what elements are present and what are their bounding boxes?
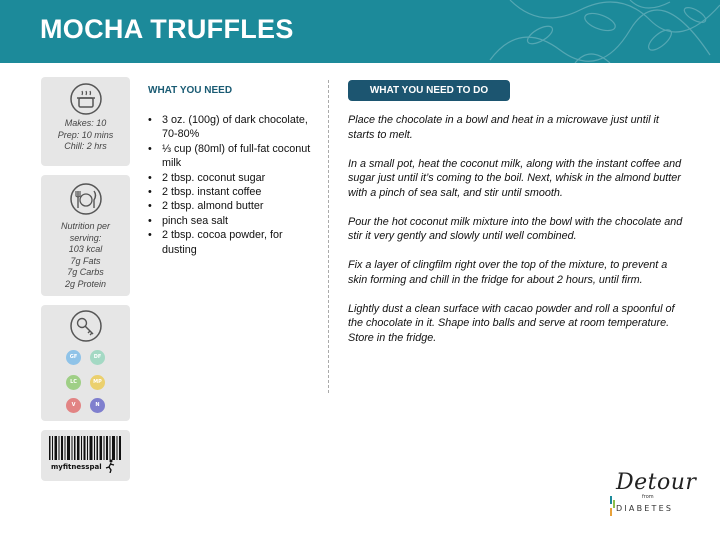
list-item: • 2 tbsp. almond butter	[147, 199, 315, 213]
leaf-pattern-icon	[480, 0, 720, 63]
badge-n: N	[90, 398, 105, 413]
logo-from-text: from	[642, 494, 654, 500]
ingredients-list	[147, 113, 315, 257]
method-step: Fix a layer of clingfilm right over the top of the mixture, to prevent a skin forming and chill in the fridge for about 2 hours, until firm.	[348, 259, 668, 286]
method-step: Pour the hot coconut milk mixture into the bowl with the chocolate and stir it very gently and slowly until well combined.	[348, 215, 683, 242]
info-text	[41, 118, 130, 153]
protein-value: 2g Protein	[64, 278, 107, 289]
page-title: MOCHA TRUFFLES	[40, 14, 294, 44]
cutlery-plate-icon	[70, 183, 102, 215]
cooking-pot-icon	[70, 83, 102, 115]
running-figure-icon	[103, 459, 117, 473]
method-step: In a small pot, heat the coconut milk, along with the instant coffee and sugar just until it’s coming to the boil. Next, whisk in the almond butter with a pinch of sea salt, and stir until smooth.	[348, 157, 682, 199]
carbs-value: 7g Carbs	[67, 267, 104, 277]
kcal-value: 103 kcal	[68, 244, 103, 254]
nutrition-text	[41, 221, 130, 290]
nutrition-label-line2: serving:	[69, 232, 102, 243]
badge-mp: MP	[90, 375, 105, 390]
prep-label: Prep: 10 mins	[57, 129, 114, 140]
badge-v: V	[66, 398, 81, 413]
logo-diabetes-text: DIABETES	[616, 504, 674, 513]
list-item: • 3 oz. (100g) of dark chocolate, 70-80%	[147, 113, 315, 142]
detour-from-diabetes-logo	[608, 470, 697, 520]
badge-lc: LC	[66, 375, 81, 390]
ingredients-heading: WHAT YOU NEED	[148, 85, 233, 96]
barcode-icon	[49, 436, 121, 460]
method-step: Lightly dust a clean surface with cacao powder and roll a spoonful of the chocolate in it. Shape into balls and serve at room temperature. Store in the fridge.	[348, 302, 675, 344]
myfitnesspal-label: myfitnesspal	[51, 463, 102, 471]
list-item: • 2 tbsp. cocoa powder, for dusting	[147, 228, 315, 257]
myfitnesspal-card[interactable]	[41, 430, 130, 481]
recipe-info-card	[41, 77, 130, 166]
fats-value: 7g Fats	[70, 255, 101, 266]
chill-label: Chill: 2 hrs	[64, 141, 107, 151]
makes-label: Makes: 10	[64, 118, 107, 128]
nutrition-label-line1: Nutrition per	[60, 221, 111, 231]
method-step: Place the chocolate in a bowl and heat in a microwave just until it starts to melt.	[348, 114, 659, 141]
method-steps	[348, 113, 688, 360]
dietary-key-card	[41, 305, 130, 421]
nutrition-card	[41, 175, 130, 296]
badge-gf: GF	[66, 350, 81, 365]
list-item: • 2 tbsp. instant coffee	[147, 185, 315, 199]
column-divider	[328, 80, 329, 393]
logo-detour-text: Detour	[616, 470, 697, 495]
list-item: • pinch sea salt	[147, 214, 315, 228]
header-banner	[0, 0, 720, 63]
badge-df: DF	[90, 350, 105, 365]
key-search-icon	[70, 310, 102, 342]
list-item: • 2 tbsp. coconut sugar	[147, 171, 315, 185]
list-item: • ⅓ cup (80ml) of full-fat coconut milk	[147, 142, 315, 171]
method-heading: WHAT YOU NEED TO DO	[348, 80, 510, 101]
